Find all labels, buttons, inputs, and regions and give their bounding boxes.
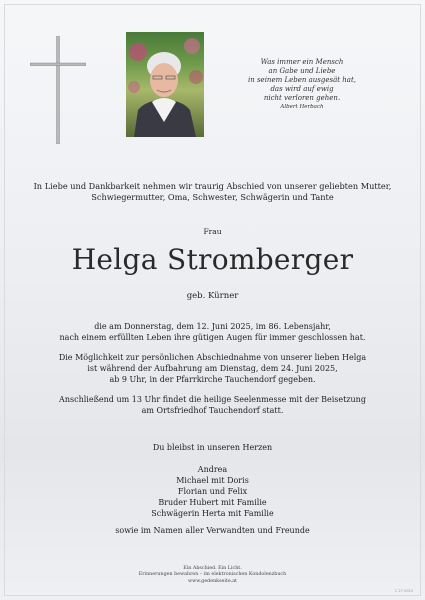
viewing-line: ist während der Aufbahrung am Dienstag, dem 24. Juni 2025, <box>87 364 338 373</box>
viewing-line: Die Möglichkeit zur persönlichen Abschiednahme von unserer lieben Helga <box>58 353 367 362</box>
viewing-line: ab 9 Uhr, in der Pfarrkirche Tauchendorf gegeben. <box>109 375 316 384</box>
death-paragraph <box>0 321 425 343</box>
death-line: nach einem erfüllten Leben ihre gütigen Augen für immer geschlossen hat. <box>59 333 366 342</box>
mass-line: Anschließend um 13 Uhr findet die heilige Seelenmesse mit der Beisetzung <box>59 395 366 404</box>
remembrance-line: Du bleibst in unseren Herzen <box>152 443 273 452</box>
family-member: Schwägerin Herta mit Familie <box>151 509 274 518</box>
intro-line: Schwiegermutter, Oma, Schwester, Schwägerin und Tante <box>91 192 334 202</box>
poem-author: Albert Herbach <box>280 104 324 110</box>
footer-line: Ein Abschied. Ein Licht. <box>183 566 242 571</box>
mass-paragraph <box>0 394 425 416</box>
footer <box>0 566 425 585</box>
footer-line: Erinnerungen bewahren – im elektronischen Kondolenzbuch <box>138 572 287 578</box>
maiden-name: geb. Kürner <box>186 291 239 301</box>
footer-link[interactable]: www.gedenkseite.at <box>187 578 237 584</box>
death-line: die am Donnerstag, dem 12. Juni 2025, im 86. Lebensjahr, <box>94 322 331 331</box>
poem-line: Was immer ein Mensch <box>260 58 344 66</box>
poem-line: nicht verloren gehen. <box>263 94 341 102</box>
poem-line: an Gabe und Liebe <box>268 67 336 75</box>
family-member: Bruder Hubert mit Familie <box>158 498 267 507</box>
intro-text <box>0 181 425 203</box>
family-list <box>0 464 425 519</box>
family-member: Michael mit Doris <box>176 476 249 485</box>
closing-line: sowie im Namen aller Verwandten und Freunde <box>115 526 310 535</box>
family-member: Florian und Felix <box>177 487 248 496</box>
viewing-paragraph <box>0 352 425 385</box>
mass-line: am Ortsfriedhof Tauchendorf statt. <box>141 406 284 415</box>
salutation: Frau <box>203 227 222 236</box>
deceased-name: Helga Stromberger <box>71 243 354 276</box>
poem-quote <box>232 58 372 111</box>
poem-line: das wird auf ewig <box>270 85 334 93</box>
cross-icon <box>30 36 86 144</box>
poem-line: in seinem Leben ausgesät hat, <box>247 76 357 84</box>
portrait-photo <box>126 32 204 137</box>
document-code: C 27 0023 <box>394 589 413 593</box>
family-member: Andrea <box>197 465 228 474</box>
intro-line: In Liebe und Dankbarkeit nehmen wir traurig Abschied von unserer geliebten Mutter, <box>33 181 392 191</box>
